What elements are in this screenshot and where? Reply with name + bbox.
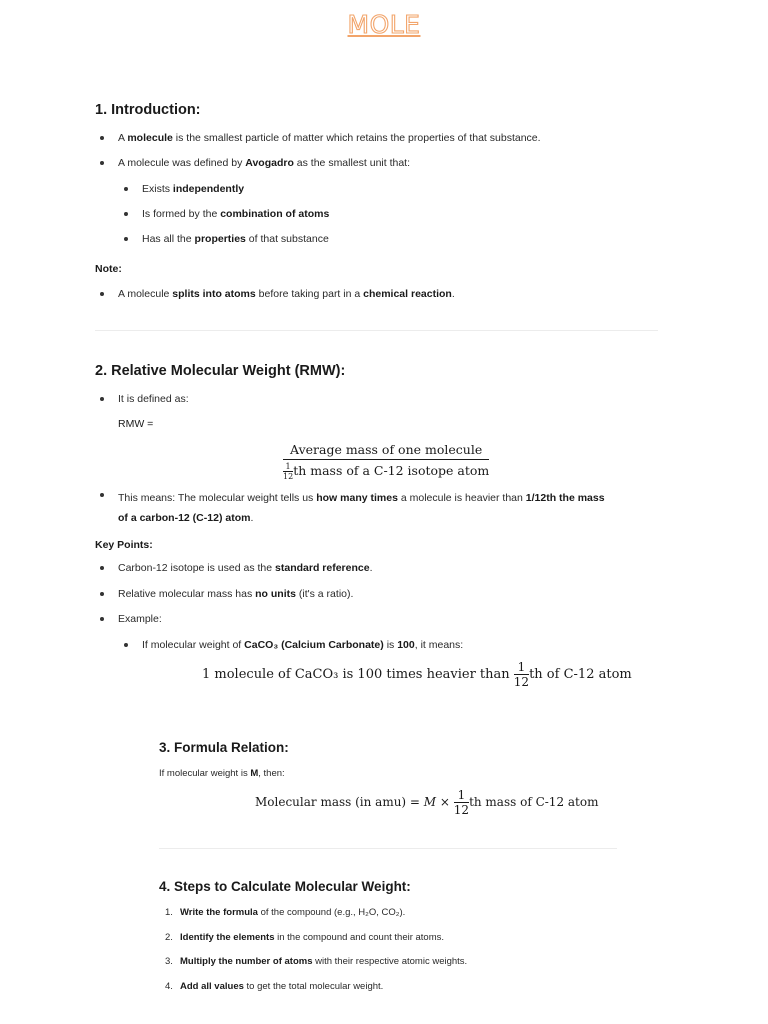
text: . [369, 562, 373, 574]
sub-list-item [142, 182, 244, 196]
text: as the smallest unit that: [293, 157, 411, 169]
text: Example: [118, 613, 162, 625]
list-item [118, 156, 410, 170]
fraction-numerator: 1 [454, 788, 469, 803]
sub-list-item [142, 232, 329, 246]
note-label: Note: [95, 263, 122, 275]
text: before taking part in a [255, 288, 364, 300]
fraction-denominator: 12 [513, 675, 530, 689]
list-number: 1. [165, 907, 173, 918]
text: Relative molecular mass has [118, 588, 256, 600]
bold-text: how many times [316, 492, 398, 504]
fraction-denominator: 12 [453, 803, 470, 817]
text: is the smallest particle of matter which retains the properties of that substance. [172, 132, 541, 144]
example-equation [202, 660, 632, 689]
bold-text: independently [172, 183, 245, 195]
list-item [165, 956, 468, 967]
sub-list-item [142, 638, 463, 652]
key-points-label: Key Points: [95, 539, 153, 551]
small-fraction-den: 12 [283, 472, 294, 481]
text: . [250, 512, 254, 524]
formula-text [159, 768, 285, 780]
text: . [451, 288, 455, 300]
fraction-numerator: 1 [514, 660, 529, 675]
list-item [165, 981, 384, 992]
bold-text: splits into atoms [172, 288, 256, 300]
text: of that substance [245, 233, 329, 245]
text: Molecular mass (in amu) = [255, 795, 424, 809]
bold-text: standard reference [275, 562, 370, 574]
bold-text: Add all values [180, 981, 244, 992]
list-item [118, 287, 455, 301]
list-item [165, 907, 406, 918]
rmw-formula [283, 442, 489, 481]
text: Exists [142, 183, 173, 195]
text: 1 molecule of CaCO₃ is 100 times heavier than [202, 667, 514, 682]
text: A molecule was defined by [118, 157, 246, 169]
text: Is formed by the [142, 208, 221, 220]
bold-text: molecule [127, 132, 173, 144]
bold-text: 1/12th the mass [525, 492, 605, 504]
bold-text: 100 [397, 639, 415, 651]
bold-text: Avogadro [245, 157, 294, 169]
bold-text: Identify the elements [180, 932, 275, 943]
text: (it's a ratio). [295, 588, 354, 600]
list-item [165, 932, 445, 943]
text: in the compound and count their atoms. [274, 932, 445, 943]
text: If molecular weight of [142, 639, 245, 651]
times-sign: × [436, 795, 454, 809]
text: th of C-12 atom [529, 667, 632, 682]
text: th mass of a C-12 isotope atom [293, 463, 490, 478]
fraction-denominator [283, 460, 489, 481]
rmw-label: RMW = [118, 418, 154, 430]
section-heading-formula: 3. Formula Relation: [159, 740, 289, 755]
divider [95, 330, 658, 331]
list-number: 3. [165, 956, 173, 967]
text: A [118, 132, 128, 144]
bold-text: properties [194, 233, 246, 245]
bold-text: of a carbon-12 (C-12) atom [118, 512, 251, 524]
section-heading-rmw: 2. Relative Molecular Weight (RMW): [95, 363, 346, 379]
list-item [118, 587, 353, 601]
text: a molecule is heavier than [397, 492, 526, 504]
bold-text: Write the formula [180, 907, 258, 918]
text: to get the total molecular weight. [243, 981, 384, 992]
text: Carbon-12 isotope is used as the [118, 562, 276, 574]
list-item [118, 131, 541, 145]
text: with their respective atomic weights. [312, 956, 468, 967]
text: It is defined as: [118, 393, 189, 405]
sub-list-item [142, 207, 329, 221]
bold-text: CaCO₃ (Calcium Carbonate) [244, 639, 384, 651]
list-item [118, 392, 189, 406]
text: , then: [258, 768, 285, 779]
list-item [118, 488, 663, 528]
text: This means: The molecular weight tells us [118, 492, 317, 504]
text: is [383, 639, 398, 651]
bold-text: combination of atoms [220, 208, 330, 220]
text: Has all the [142, 233, 195, 245]
list-item [118, 561, 372, 575]
divider [159, 848, 617, 849]
text: A molecule [118, 288, 173, 300]
variable-m: M [423, 795, 437, 809]
text: th mass of C-12 atom [469, 795, 599, 809]
text: If molecular weight is [159, 768, 251, 779]
page-title: MOLE [347, 10, 421, 39]
text: of the compound (e.g., H₂O, CO₂). [257, 907, 406, 918]
list-number: 4. [165, 981, 173, 992]
bold-text: no units [255, 588, 296, 600]
formula-equation [255, 788, 598, 817]
fraction-numerator: Average mass of one molecule [283, 442, 489, 460]
small-fraction-num: 1 [283, 462, 293, 472]
list-number: 2. [165, 932, 173, 943]
bold-text: M [250, 768, 259, 779]
section-heading-introduction: 1. Introduction: [95, 102, 201, 118]
section-heading-steps: 4. Steps to Calculate Molecular Weight: [159, 879, 411, 894]
list-item [118, 612, 162, 626]
text: , it means: [414, 639, 464, 651]
bold-text: chemical reaction [363, 288, 452, 300]
bold-text: Multiply the number of atoms [180, 956, 313, 967]
